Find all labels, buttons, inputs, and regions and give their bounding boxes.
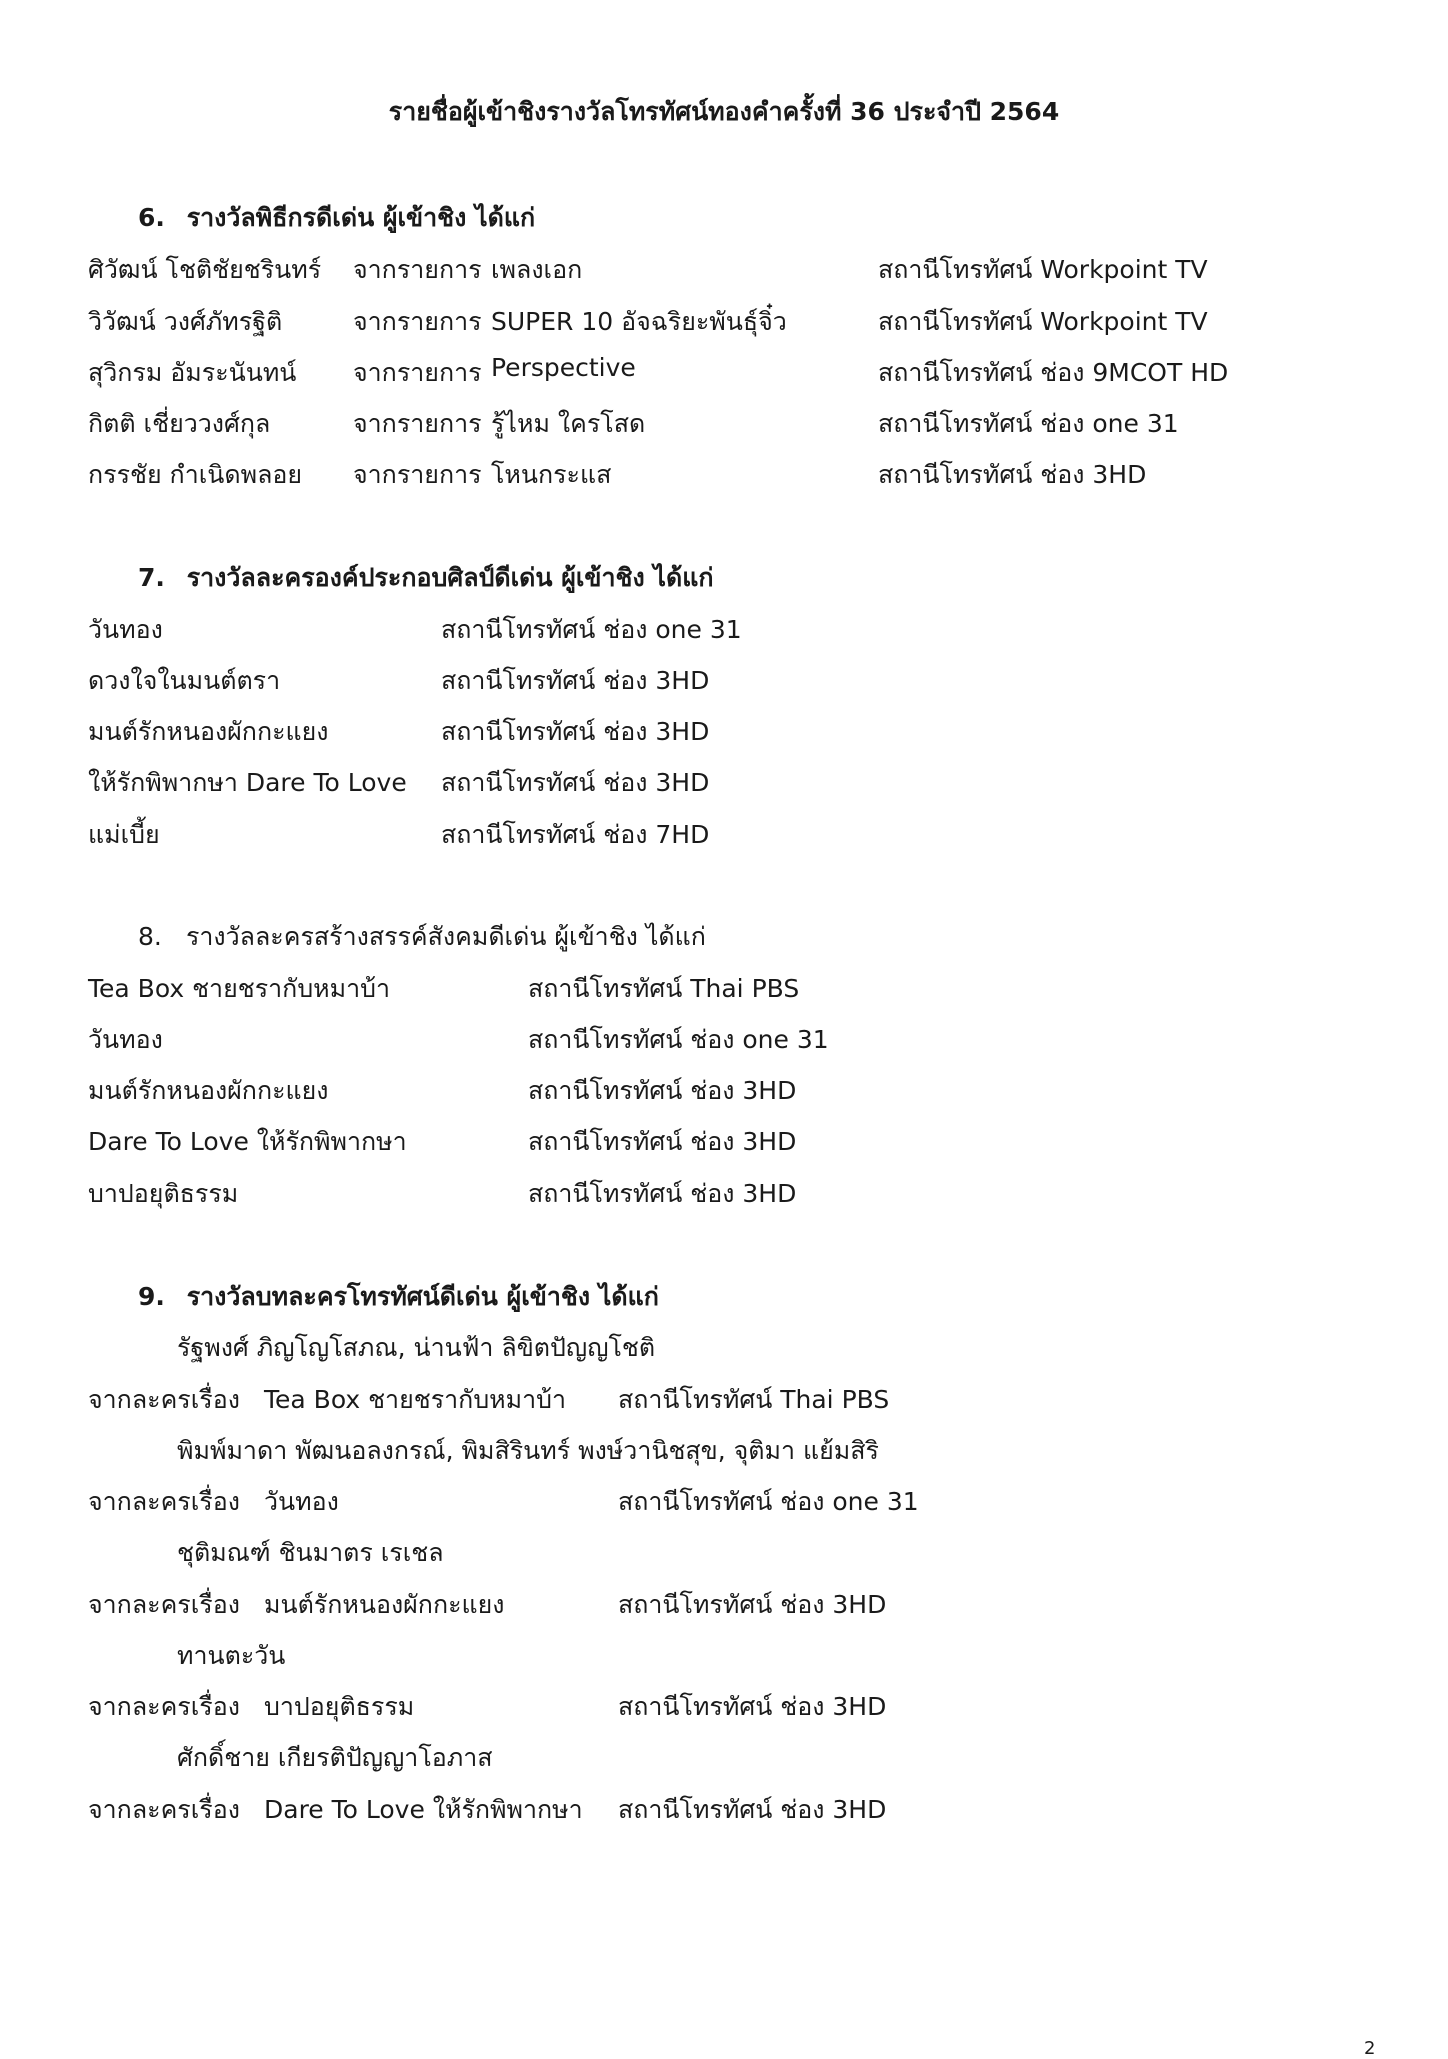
- writer-names: ชุติมณฑ์ ชินมาตร เรเชล: [177, 1538, 444, 1567]
- from-label: จากรายการ: [353, 358, 482, 387]
- drama-title: วันทอง: [88, 615, 163, 644]
- section-6-heading: [138, 198, 535, 238]
- nominee-name: ศิวัฒน์ โชติชัยชรินทร์: [88, 255, 322, 284]
- section-9-heading: [138, 1277, 659, 1317]
- station-name: สถานีโทรทัศน์ ช่อง one 31: [441, 615, 742, 644]
- nominee-name: สุวิกรม อัมระนันทน์: [88, 358, 297, 387]
- drama-title: ดวงใจในมนต์ตรา: [88, 666, 281, 695]
- drama-title: บาปอยุติธรรม: [88, 1179, 239, 1208]
- station-name: สถานีโทรทัศน์ ช่อง 9MCOT HD: [878, 358, 1229, 387]
- station-name: สถานีโทรทัศน์ ช่อง 3HD: [618, 1590, 887, 1619]
- from-label: จากละครเรื่อง: [88, 1795, 240, 1824]
- nominee-name: กรรชัย กำเนิดพลอย: [88, 460, 303, 489]
- drama-title: Tea Box ชายชรากับหมาบ้า: [264, 1385, 567, 1414]
- drama-title: ให้รักพิพากษา Dare To Love: [88, 768, 407, 797]
- from-label: จากรายการ: [353, 307, 482, 336]
- writer-names: รัฐพงศ์ ภิญโญโสภณ, น่านฟ้า ลิขิตปัญญโชติ: [177, 1333, 656, 1362]
- drama-title: มนต์รักหนองผักกะแยง: [88, 1076, 329, 1105]
- program-name: เพลงเอก: [491, 255, 583, 284]
- drama-title: Dare To Love ให้รักพิพากษา: [88, 1127, 407, 1156]
- drama-title: วันทอง: [88, 1025, 163, 1054]
- section-8-heading: [138, 917, 706, 957]
- from-label: จากรายการ: [353, 409, 482, 438]
- from-label: จากละครเรื่อง: [88, 1385, 240, 1414]
- station-name: สถานีโทรทัศน์ ช่อง 3HD: [528, 1076, 797, 1105]
- drama-title: แม่เบี้ย: [88, 820, 160, 849]
- section-title: รางวัลพิธีกรดีเด่น ผู้เข้าชิง ได้แก่: [186, 203, 536, 232]
- program-name: Perspective: [491, 353, 636, 382]
- station-name: สถานีโทรทัศน์ ช่อง 7HD: [441, 820, 710, 849]
- section-title: รางวัลละครองค์ประกอบศิลป์ดีเด่น ผู้เข้าชิง ได้แก่: [186, 563, 714, 592]
- station-name: สถานีโทรทัศน์ ช่อง 3HD: [441, 717, 710, 746]
- drama-title: Tea Box ชายชรากับหมาบ้า: [88, 974, 391, 1003]
- program-name: SUPER 10 อัจฉริยะพันธุ์จิ๋ว: [491, 307, 787, 336]
- station-name: สถานีโทรทัศน์ ช่อง one 31: [618, 1487, 919, 1516]
- program-name: รู้ไหม ใครโสด: [491, 409, 646, 438]
- from-label: จากละครเรื่อง: [88, 1590, 240, 1619]
- station-name: สถานีโทรทัศน์ ช่อง one 31: [528, 1025, 829, 1054]
- nominee-name: วิวัฒน์ วงศ์ภัทรฐิติ: [88, 307, 283, 336]
- program-name: โหนกระแส: [491, 460, 612, 489]
- section-number: 8.: [138, 922, 162, 951]
- station-name: สถานีโทรทัศน์ ช่อง 3HD: [528, 1179, 797, 1208]
- section-title: รางวัลละครสร้างสรรค์สังคมดีเด่น ผู้เข้าชิง ได้แก่: [185, 922, 706, 951]
- drama-title: บาปอยุติธรรม: [264, 1692, 415, 1721]
- drama-title: มนต์รักหนองผักกะแยง: [264, 1590, 505, 1619]
- station-name: สถานีโทรทัศน์ Workpoint TV: [878, 307, 1208, 336]
- nominee-name: กิตติ เชี่ยววงศ์กุล: [88, 409, 271, 438]
- station-name: สถานีโทรทัศน์ ช่อง 3HD: [441, 768, 710, 797]
- station-name: สถานีโทรทัศน์ ช่อง 3HD: [528, 1127, 797, 1156]
- from-label: จากรายการ: [353, 460, 482, 489]
- station-name: สถานีโทรทัศน์ Thai PBS: [618, 1385, 890, 1414]
- from-label: จากละครเรื่อง: [88, 1692, 240, 1721]
- section-7-heading: [138, 558, 713, 598]
- from-label: จากละครเรื่อง: [88, 1487, 240, 1516]
- section-number: 6.: [138, 203, 165, 232]
- drama-title: Dare To Love ให้รักพิพากษา: [264, 1795, 583, 1824]
- station-name: สถานีโทรทัศน์ Thai PBS: [528, 974, 800, 1003]
- station-name: สถานีโทรทัศน์ ช่อง one 31: [878, 409, 1179, 438]
- section-title: รางวัลบทละครโทรทัศน์ดีเด่น ผู้เข้าชิง ได้แก่: [186, 1282, 659, 1311]
- writer-names: ทานตะวัน: [177, 1641, 286, 1670]
- writer-names: พิมพ์มาดา พัฒนอลงกรณ์, พิมสิรินทร์ พงษ์วานิชสุข, จุติมา แย้มสิริ: [177, 1436, 879, 1465]
- writer-names: ศักดิ์ชาย เกียรติปัญญาโอภาส: [177, 1743, 493, 1772]
- station-name: สถานีโทรทัศน์ ช่อง 3HD: [878, 460, 1147, 489]
- drama-title: วันทอง: [264, 1487, 339, 1516]
- drama-title: มนต์รักหนองผักกะแยง: [88, 717, 329, 746]
- section-number: 7.: [138, 563, 165, 592]
- station-name: สถานีโทรทัศน์ Workpoint TV: [878, 255, 1208, 284]
- page-number: 2: [1364, 2038, 1376, 2059]
- document-title: รายชื่อผู้เข้าชิงรางวัลโทรทัศน์ทองคำครั้งที่ 36 ประจำปี 2564: [388, 97, 1060, 126]
- from-label: จากรายการ: [353, 255, 482, 284]
- station-name: สถานีโทรทัศน์ ช่อง 3HD: [441, 666, 710, 695]
- section-number: 9.: [138, 1282, 165, 1311]
- station-name: สถานีโทรทัศน์ ช่อง 3HD: [618, 1795, 887, 1824]
- station-name: สถานีโทรทัศน์ ช่อง 3HD: [618, 1692, 887, 1721]
